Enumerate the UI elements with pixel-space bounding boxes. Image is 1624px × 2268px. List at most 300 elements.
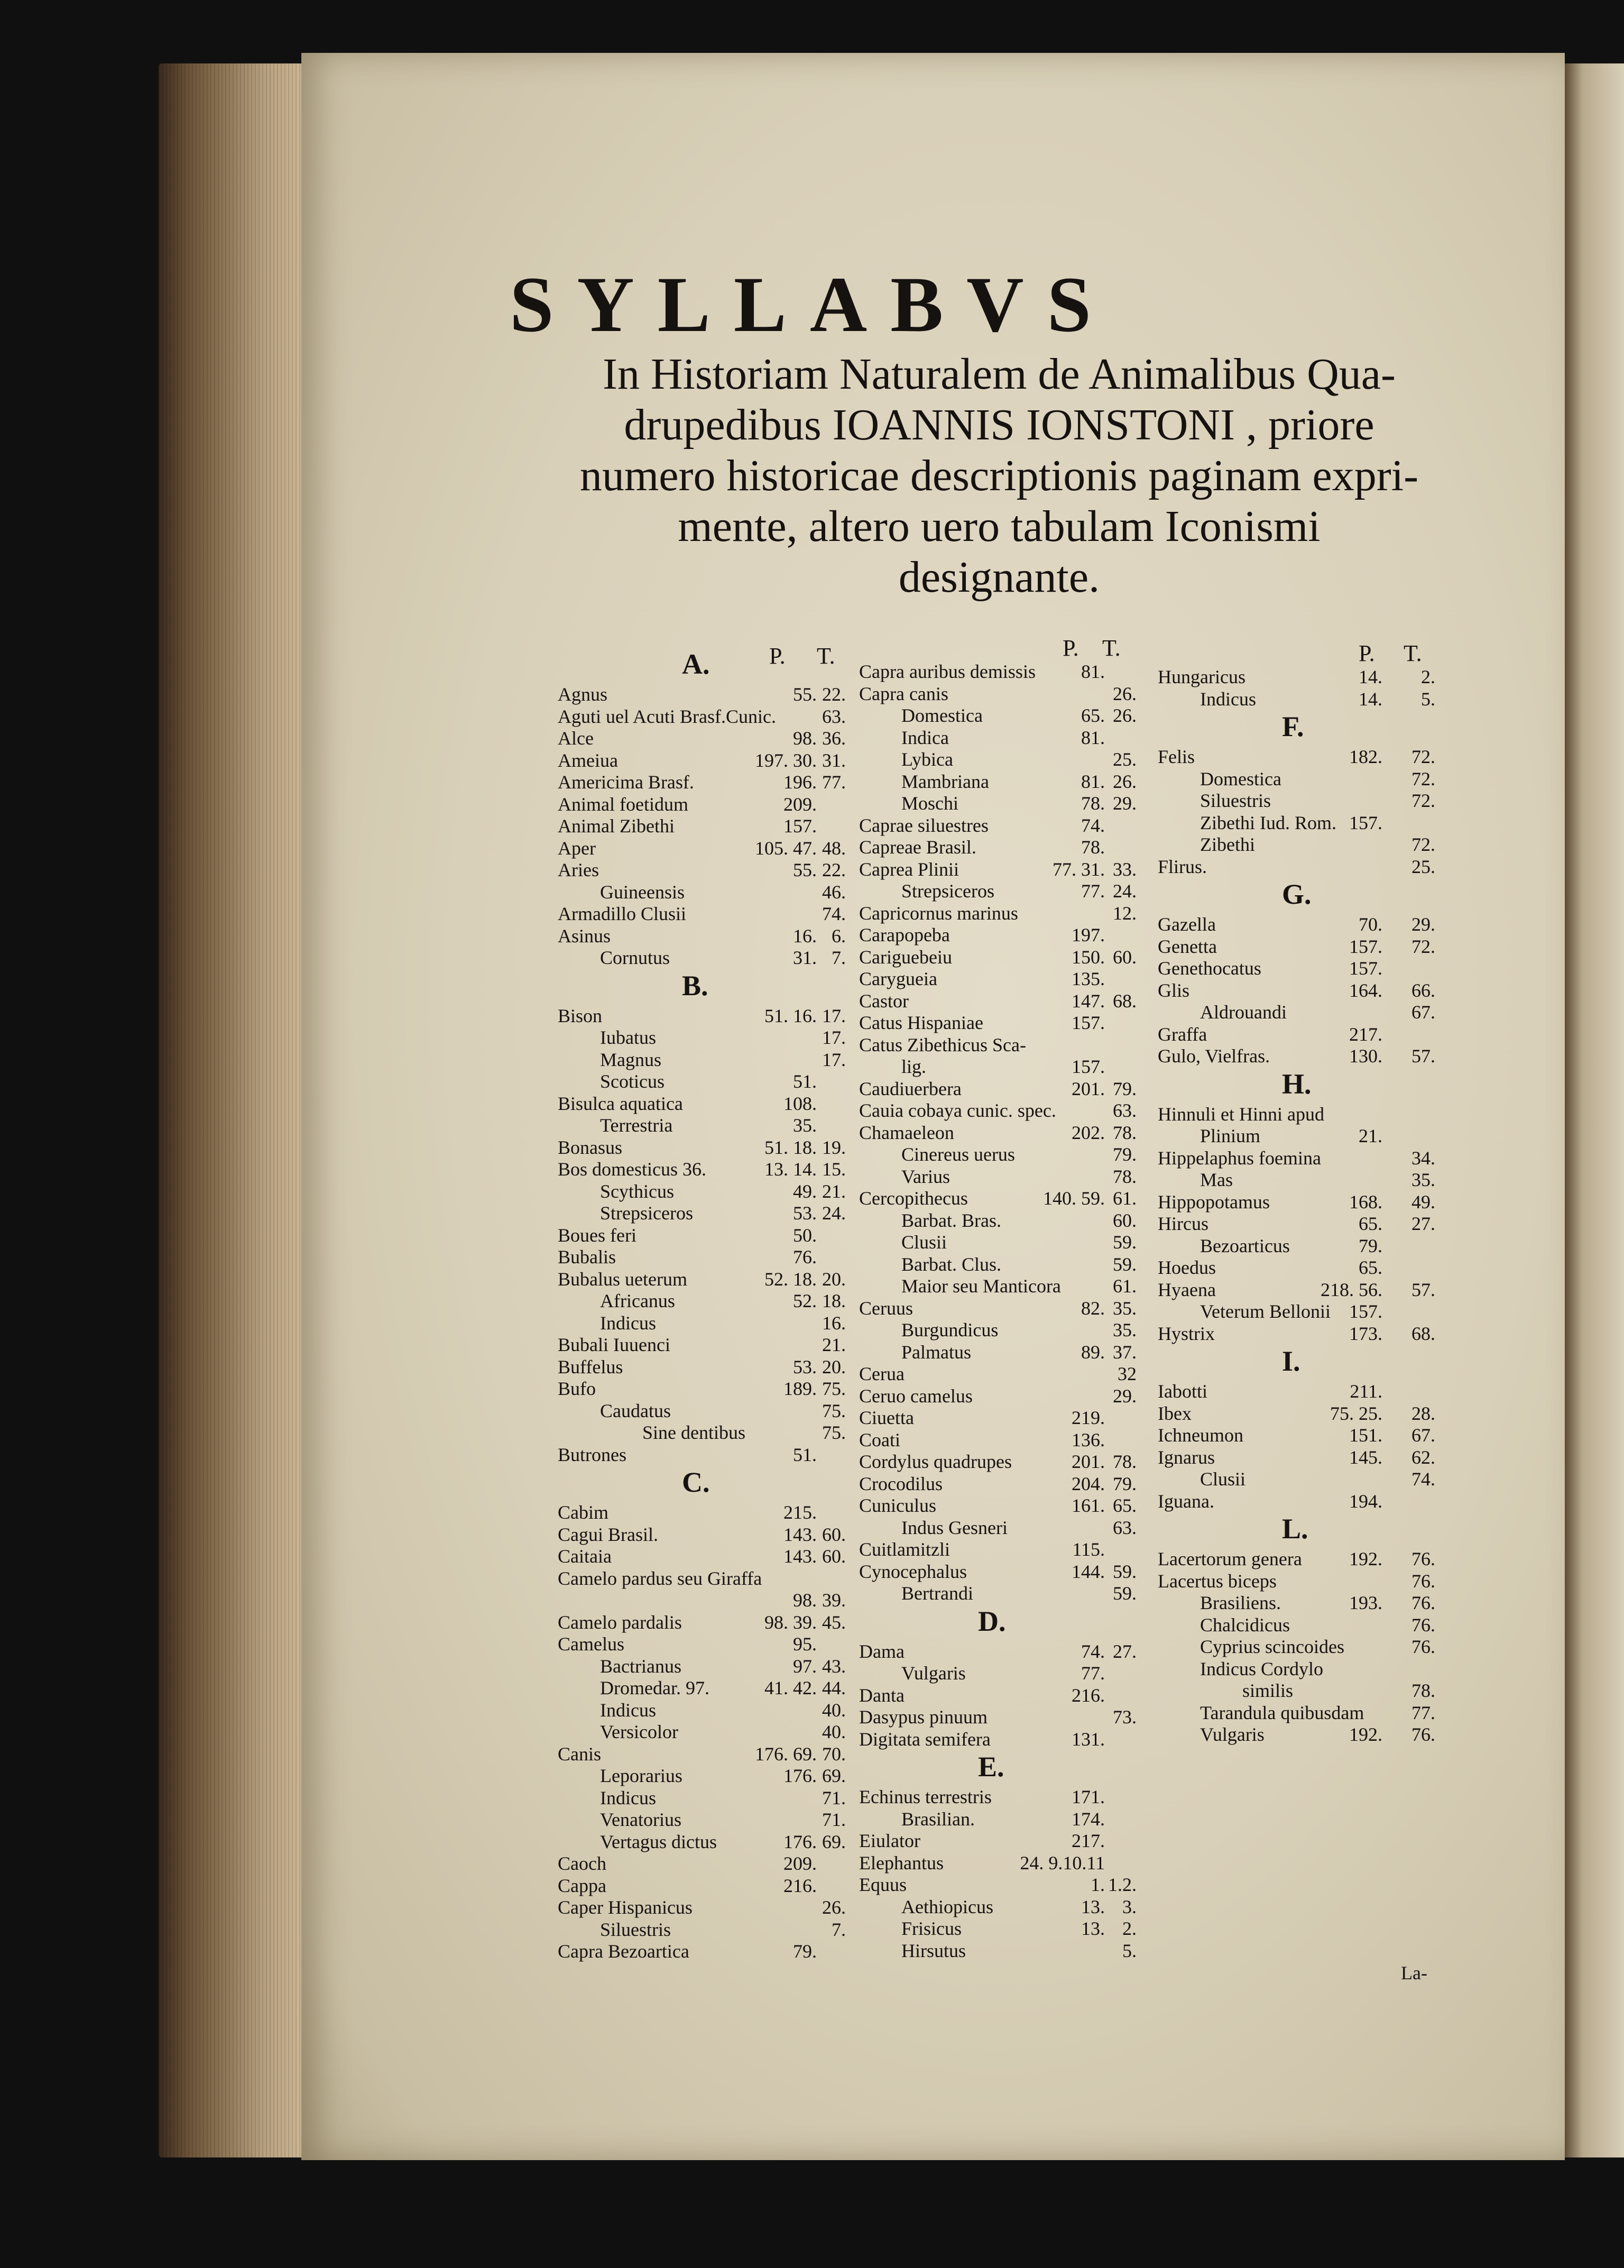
subtitle-line: mente, altero uero tabulam Iconismi xyxy=(678,502,1321,551)
subtitle-line: drupedibus IOANNIS IONSTONI , priore xyxy=(624,400,1374,449)
index-entry-name: Indicus xyxy=(600,1312,656,1334)
index-entry-page: 144. xyxy=(1072,1560,1105,1582)
index-entry-name: Digitata semifera xyxy=(859,1728,991,1750)
index-entry-page: 140. 59. xyxy=(1043,1188,1105,1209)
index-entry-page: 176. xyxy=(783,1765,817,1786)
index-entry-page: 24. 9.10.11 xyxy=(1020,1852,1105,1874)
index-entry-name: Cordylus quadrupes xyxy=(859,1451,1012,1472)
index-entry-plate: 43. xyxy=(822,1655,846,1677)
section-letter: H. xyxy=(1282,1068,1312,1100)
index-entry-name: Brasilian. xyxy=(901,1808,975,1830)
index-entry-plate: 27. xyxy=(1411,1213,1435,1234)
index-entry-page: 16. xyxy=(793,925,817,947)
index-entry-name: Barbat. Bras. xyxy=(901,1209,1001,1231)
index-entry-name: Frisicus xyxy=(901,1918,962,1939)
index-entry-plate: 29. xyxy=(1411,914,1435,935)
index-entry-name: Clusii xyxy=(1200,1468,1246,1490)
index-entry-name: Zibethi xyxy=(1200,834,1255,855)
index-entry-plate: 75. xyxy=(822,1422,846,1443)
index-entry-name: Hippopotamus xyxy=(1158,1191,1270,1213)
subtitle-line: designante. xyxy=(898,553,1100,602)
index-entry-plate: 78. xyxy=(1113,1122,1137,1143)
index-entry-plate: 72. xyxy=(1411,746,1435,767)
index-entry-page: 189. xyxy=(783,1378,817,1399)
index-entry-page: 51. xyxy=(793,1071,817,1092)
index-entry-name: Camelo pardalis xyxy=(558,1611,682,1633)
index-entry-name: Carapopeba xyxy=(859,924,950,945)
index-entry-plate: 57. xyxy=(1411,1279,1435,1300)
index-entry-plate: 68. xyxy=(1113,990,1137,1012)
index-entry-name: Lacertus biceps xyxy=(1158,1570,1277,1592)
index-entry-page: 108. xyxy=(783,1092,817,1114)
page-subtitle xyxy=(545,349,1454,603)
index-entry-name: Hinnuli et Hinni apud xyxy=(1158,1103,1324,1125)
index-entry-name: Cyprius scincoides xyxy=(1200,1636,1344,1657)
index-entry-page: 171. xyxy=(1072,1786,1105,1807)
index-entry-plate: 1.2. xyxy=(1108,1874,1137,1895)
index-entry-name: Chalcidicus xyxy=(1200,1614,1290,1636)
section-letter: F. xyxy=(1282,711,1304,742)
index-entry-name: Cappa xyxy=(558,1875,606,1896)
index-entry-plate: 59. xyxy=(1113,1232,1137,1253)
index-entry-page: 192. xyxy=(1349,1724,1382,1745)
index-entry-name: Gazella xyxy=(1158,914,1216,935)
index-entry-plate: 7. xyxy=(832,1918,846,1940)
index-entry-plate: 46. xyxy=(822,881,846,903)
index-entry-name: Palmatus xyxy=(901,1341,971,1363)
index-entry-name: Bubalus ueterum xyxy=(558,1268,687,1290)
index-entry-name: Bezoarticus xyxy=(1200,1235,1290,1256)
index-entry-name: Camelus xyxy=(558,1633,624,1655)
facing-page-edge xyxy=(1565,63,1624,2157)
index-entry-plate: 22. xyxy=(822,684,846,705)
index-entry-plate: 72. xyxy=(1411,834,1435,855)
index-entry-plate: 6. xyxy=(832,925,846,947)
index-entry-plate: 71. xyxy=(822,1809,846,1830)
index-entry-page: 81. xyxy=(1081,727,1105,748)
index-entry-name: Elephantus xyxy=(859,1852,944,1874)
index-entry-page: 150. xyxy=(1072,946,1105,968)
index-entry-name: Capra auribus demissis xyxy=(859,661,1036,682)
index-entry-name: Caudiuerbera xyxy=(859,1078,962,1099)
index-entry-page: 78. xyxy=(1081,837,1105,858)
index-entry-page: 130. xyxy=(1349,1045,1382,1067)
index-entry-plate: 29. xyxy=(1113,1385,1137,1407)
index-entry-plate: 17. xyxy=(822,1005,846,1026)
index-entry-name: Sine dentibus xyxy=(642,1422,745,1443)
index-entry-page: 97. xyxy=(793,1655,817,1677)
index-entry-name: Scythicus xyxy=(600,1180,674,1202)
index-entry-name: Siluestris xyxy=(1200,790,1271,811)
index-entry-name: Cerua xyxy=(859,1363,905,1384)
index-entry-page: 131. xyxy=(1072,1728,1105,1750)
index-entry-plate: 27. xyxy=(1113,1640,1137,1662)
index-entry-page: 215. xyxy=(783,1502,817,1523)
index-entry-name: Butrones xyxy=(558,1444,626,1465)
index-entry-page: 157. xyxy=(1349,812,1382,833)
index-entry-page: 201. xyxy=(1072,1078,1105,1099)
index-entry-page: 13. xyxy=(1081,1896,1105,1917)
index-entry-plate: 78. xyxy=(1113,1451,1137,1472)
column-header-p: P. xyxy=(1063,635,1079,661)
index-entry-name: Plinium xyxy=(1200,1125,1261,1146)
index-entry-plate: 35. xyxy=(1113,1319,1137,1340)
index-entry-plate: 76. xyxy=(1411,1636,1435,1657)
index-entry-plate: 72. xyxy=(1411,935,1435,957)
index-entry-name: Echinus terrestris xyxy=(859,1786,992,1807)
index-entry-name: Bubalis xyxy=(558,1246,616,1268)
index-entry-name: Bubali Iuuenci xyxy=(558,1334,670,1355)
section-letter: D. xyxy=(978,1605,1006,1637)
index-entry-name: Vertagus dictus xyxy=(600,1831,717,1852)
index-entry-page: 176. xyxy=(783,1831,817,1852)
section-letter: G. xyxy=(1282,878,1312,910)
index-entry-name: Zibethi Iud. Rom. xyxy=(1200,812,1336,833)
index-entry-plate: 5. xyxy=(1122,1940,1137,1961)
index-entry-page: 75. 25. xyxy=(1330,1402,1382,1424)
index-entry-page: 65. xyxy=(1359,1257,1382,1278)
index-entry-name: Vulgaris xyxy=(1200,1724,1265,1745)
index-entry-name: Brasiliens. xyxy=(1200,1592,1281,1613)
index-entry-plate: 26. xyxy=(822,1897,846,1918)
index-entry-name: Cuniculus xyxy=(859,1495,937,1516)
index-entry-page: 77. 31. xyxy=(1053,858,1105,880)
index-entry-page: 82. xyxy=(1081,1297,1105,1319)
section-letter: E. xyxy=(978,1751,1004,1783)
index-entry-page: 164. xyxy=(1349,979,1382,1001)
index-entry-page: 21. xyxy=(1359,1125,1382,1146)
index-entry-name: Cabim xyxy=(558,1502,608,1523)
index-entry-page: 157. xyxy=(783,815,817,837)
index-entry-name: Scoticus xyxy=(600,1071,665,1092)
index-entry-name: Carygueia xyxy=(859,968,937,989)
index-entry-page: 13. xyxy=(1081,1918,1105,1939)
column-header-t: T. xyxy=(817,643,835,669)
index-entry-page: 193. xyxy=(1349,1592,1382,1613)
index-entry-page: 98. 39. xyxy=(764,1611,817,1633)
index-entry-page: 211. xyxy=(1350,1381,1382,1402)
index-entry-plate: 26. xyxy=(1113,683,1137,704)
index-entry-plate: 69. xyxy=(822,1831,846,1852)
index-entry-name: Capricornus marinus xyxy=(859,902,1018,924)
index-entry-name: Animal foetidum xyxy=(558,793,688,815)
index-entry-page: 65. xyxy=(1359,1213,1382,1234)
subtitle-line: In Historiam Naturalem de Animalibus Qua- xyxy=(603,350,1396,399)
index-entry-plate: 67. xyxy=(1411,1002,1435,1023)
index-entry-plate: 22. xyxy=(822,859,846,880)
section-letter: L. xyxy=(1282,1513,1308,1545)
index-entry-name: Iabotti xyxy=(1158,1381,1207,1402)
index-entry-page: 52. 18. xyxy=(764,1268,817,1290)
index-entry-plate: 76. xyxy=(1411,1570,1435,1592)
index-entry-plate: 12. xyxy=(1113,902,1137,924)
index-entry-name: Hungaricus xyxy=(1158,666,1245,687)
index-entry-name: Mas xyxy=(1200,1169,1233,1190)
index-entry-name: Hircus xyxy=(1158,1213,1208,1234)
index-entry-plate: 34. xyxy=(1411,1147,1435,1169)
index-entry-plate: 71. xyxy=(822,1787,846,1808)
index-entry-page: 98. xyxy=(793,1590,817,1611)
index-entry-name: Bertrandi xyxy=(901,1583,973,1604)
index-entry-plate: 21. xyxy=(822,1334,846,1355)
index-entry-page: 105. 47. xyxy=(755,837,817,859)
index-entry-name: Domestica xyxy=(1200,768,1281,789)
index-entry-page: 168. xyxy=(1349,1191,1382,1213)
index-entry-plate: 24. xyxy=(822,1202,846,1224)
index-entry-name: Vulgaris xyxy=(901,1663,966,1684)
index-entry-name: Americima Brasf. xyxy=(558,772,694,793)
index-entry-page: 14. xyxy=(1359,666,1382,687)
index-entry-plate: 2. xyxy=(1122,1918,1137,1939)
index-entry-page: 55. xyxy=(793,684,817,705)
index-entry-name: Tarandula quibusdam xyxy=(1200,1702,1364,1723)
index-entry-name: Mambriana xyxy=(901,770,989,792)
index-entry-page: 78. xyxy=(1081,793,1105,814)
index-entry-name: Buffelus xyxy=(558,1356,623,1378)
index-entry-page: 41. 42. xyxy=(764,1677,817,1698)
index-entry-name: Varius xyxy=(901,1165,950,1187)
index-entry-page: 173. xyxy=(1349,1323,1382,1344)
index-entry-plate: 69. xyxy=(822,1765,846,1786)
index-entry-plate: 32 xyxy=(1118,1363,1137,1384)
index-entry-name: Boues feri xyxy=(558,1224,636,1246)
index-entry-name: Indicus xyxy=(600,1787,656,1808)
index-entry-name: Terrestria xyxy=(600,1115,673,1136)
index-entry-plate: 17. xyxy=(822,1049,846,1070)
index-entry-name: Aper xyxy=(558,837,596,859)
index-entry-page: 49. xyxy=(793,1180,817,1202)
index-entry-name: Cagui Brasil. xyxy=(558,1523,658,1545)
index-entry-name: Genethocatus xyxy=(1158,958,1261,979)
index-entry-name: Gulo, Vielfras. xyxy=(1158,1045,1270,1067)
index-entry-name: Camelo pardus seu Giraffa xyxy=(558,1567,762,1589)
index-entry-name: Catus Hispaniae xyxy=(859,1012,983,1033)
index-entry-name: Indicus xyxy=(1200,688,1256,710)
catchword: La- xyxy=(1401,1962,1427,1984)
index-entry-name: Bison xyxy=(558,1005,603,1026)
index-entry-page: 143. xyxy=(783,1546,817,1567)
index-entry-plate: 76. xyxy=(1411,1548,1435,1569)
index-entry-name: Hippelaphus foemina xyxy=(1158,1147,1321,1169)
index-entry-name: Bactrianus xyxy=(600,1655,681,1677)
index-entry-plate: 59. xyxy=(1113,1253,1137,1275)
index-entry-name: Iubatus xyxy=(600,1027,656,1048)
index-entry-page: 204. xyxy=(1072,1473,1105,1494)
index-entry-name: Caoch xyxy=(558,1853,606,1874)
index-entry-name: Canis xyxy=(558,1743,602,1765)
index-entry-plate: 72. xyxy=(1411,768,1435,789)
index-entry-name: Asinus xyxy=(558,925,611,947)
index-entry-plate: 45. xyxy=(822,1611,846,1633)
index-entry-page: 161. xyxy=(1072,1495,1105,1516)
index-entry-plate: 60. xyxy=(822,1546,846,1567)
index-entry-page: 95. xyxy=(793,1633,817,1655)
index-entry-plate: 35. xyxy=(1113,1297,1137,1319)
index-entry-name: Chamaeleon xyxy=(859,1122,954,1143)
index-entry-name: Lybica xyxy=(901,749,953,770)
index-entry-page: 201. xyxy=(1072,1451,1105,1472)
index-entry-name: Bos domesticus 36. xyxy=(558,1159,707,1180)
index-entry-name: Aries xyxy=(558,859,599,880)
index-entry-page: 55. xyxy=(793,859,817,880)
index-entry-name: Venatorius xyxy=(600,1809,681,1830)
index-entry-name: Catus Zibethicus Sca- xyxy=(859,1034,1026,1055)
index-entry-plate: 75. xyxy=(822,1400,846,1421)
index-entry-page: 13. 14. xyxy=(764,1159,817,1180)
index-entry-name: Dama xyxy=(859,1640,905,1662)
index-entry-name: Felis xyxy=(1158,746,1195,767)
index-entry-name: Clusii xyxy=(901,1232,947,1253)
index-entry-name: Eiulator xyxy=(859,1830,920,1851)
index-entry-plate: 40. xyxy=(822,1699,846,1721)
index-entry-name: Capra canis xyxy=(859,683,948,704)
index-entry-plate: 68. xyxy=(1411,1323,1435,1344)
index-entry-plate: 29. xyxy=(1113,793,1137,814)
index-entry-plate: 76. xyxy=(1411,1614,1435,1636)
index-entry-name: Cinereus uerus xyxy=(901,1144,1015,1165)
index-entry-plate: 26. xyxy=(1113,705,1137,726)
index-entry-page: 217. xyxy=(1072,1830,1105,1851)
index-entry-plate: 76. xyxy=(1411,1592,1435,1613)
section-letter: C. xyxy=(682,1466,710,1498)
index-entry-page: 1. xyxy=(1091,1874,1105,1895)
index-entry-page: 202. xyxy=(1072,1122,1105,1143)
index-entry-plate: 17. xyxy=(822,1027,846,1048)
index-entry-plate: 19. xyxy=(822,1136,846,1158)
index-entry-name: Hystrix xyxy=(1158,1323,1215,1344)
index-entry-page: 157. xyxy=(1072,1056,1105,1077)
index-entry-page: 115. xyxy=(1072,1539,1105,1560)
index-entry-name: Cariguebeiu xyxy=(859,946,952,968)
index-entry-name: Ciuetta xyxy=(859,1407,914,1428)
index-entry-plate: 44. xyxy=(822,1677,846,1698)
index-entry-plate: 36. xyxy=(822,728,846,749)
index-entry-page: 76. xyxy=(793,1246,817,1268)
index-entry-page: 74. xyxy=(1081,1640,1105,1662)
index-entry-plate: 25. xyxy=(1113,749,1137,770)
index-entry-name: Versicolor xyxy=(600,1721,678,1742)
index-entry-page: 14. xyxy=(1359,688,1382,710)
index-entry-page: 176. 69. xyxy=(755,1743,817,1765)
index-entry-name: Indicus xyxy=(600,1699,656,1721)
index-entry-plate: 15. xyxy=(822,1159,846,1180)
column-header-t: T. xyxy=(1404,640,1422,666)
index-entry-page: 218. 56. xyxy=(1321,1279,1382,1300)
index-entry-name: Magnus xyxy=(600,1049,661,1070)
index-entry-page: 79. xyxy=(1359,1235,1382,1256)
index-entry-plate: 75. xyxy=(822,1378,846,1399)
index-entry-name: Capreae Brasil. xyxy=(859,837,976,858)
index-entry-name: Equus xyxy=(859,1874,907,1895)
index-entry-name: Hirsutus xyxy=(901,1940,966,1961)
index-entry-plate: 79. xyxy=(1113,1078,1137,1099)
index-entry-name: Bonasus xyxy=(558,1136,623,1158)
index-entry-name: Ichneumon xyxy=(1158,1425,1243,1446)
index-entry-name: Flirus. xyxy=(1158,856,1207,877)
index-entry-plate: 76. xyxy=(1411,1724,1435,1745)
index-entry-page: 135. xyxy=(1072,968,1105,989)
index-entry-name: Domestica xyxy=(901,705,983,726)
index-entry-plate: 74. xyxy=(822,903,846,924)
index-entry-plate: 49. xyxy=(1411,1191,1435,1213)
index-entry-name: Lacertorum genera xyxy=(1158,1548,1302,1569)
index-entry-plate: 78. xyxy=(1411,1680,1435,1701)
index-entry-page: 157. xyxy=(1349,935,1382,957)
index-entry-name: Crocodilus xyxy=(859,1473,943,1494)
index-entry-page: 35. xyxy=(793,1115,817,1136)
index-entry-plate: 70. xyxy=(822,1743,846,1765)
column-header-t: T. xyxy=(1102,635,1121,661)
index-entry-page: 74. xyxy=(1081,814,1105,836)
index-entry-name: Caprae siluestres xyxy=(859,814,989,836)
index-entry-plate: 62. xyxy=(1411,1446,1435,1468)
index-entry-plate: 26. xyxy=(1113,770,1137,792)
index-entry-page: 209. xyxy=(783,1853,817,1874)
index-entry-name: Glis xyxy=(1158,979,1190,1001)
index-entry-plate: 2. xyxy=(1421,666,1435,687)
index-entry-plate: 79. xyxy=(1113,1144,1137,1165)
index-entry-plate: 63. xyxy=(822,705,846,727)
index-entry-name: Maior seu Manticora xyxy=(901,1275,1061,1297)
index-entry-plate: 63. xyxy=(1113,1517,1137,1538)
index-entry-plate: 21. xyxy=(822,1180,846,1202)
index-entry-page: 209. xyxy=(783,793,817,815)
index-entry-plate: 20. xyxy=(822,1268,846,1290)
index-entry-name: Leporarius xyxy=(600,1765,682,1786)
index-entry-name: Veterum Bellonii xyxy=(1200,1301,1331,1322)
index-entry-page: 216. xyxy=(1072,1684,1105,1706)
index-entry-name: Dromedar. 97. xyxy=(600,1677,709,1698)
index-entry-plate: 73. xyxy=(1113,1706,1137,1728)
index-entry-page: 194. xyxy=(1349,1490,1382,1512)
index-entry-page: 51. xyxy=(793,1444,817,1465)
index-entry-name: Animal Zibethi xyxy=(558,815,675,837)
index-entry-page: 136. xyxy=(1072,1429,1105,1450)
index-entry-name: Cynocephalus xyxy=(859,1560,967,1582)
index-entry-plate: 57. xyxy=(1411,1045,1435,1067)
index-entry-page: 79. xyxy=(793,1941,817,1962)
index-entry-page: 50. xyxy=(793,1224,817,1246)
index-entry-page: 89. xyxy=(1081,1341,1105,1363)
column-header-p: P. xyxy=(769,643,786,669)
index-entry-name: Bufo xyxy=(558,1378,596,1399)
index-entry-name: lig. xyxy=(901,1056,927,1077)
index-entry-plate: 39. xyxy=(822,1590,846,1611)
index-entry-page: 182. xyxy=(1349,746,1382,767)
index-entry-page: 145. xyxy=(1349,1446,1382,1468)
index-entry-name: Ameiua xyxy=(558,749,618,771)
index-entry-name: Barbat. Clus. xyxy=(901,1253,1001,1275)
index-entry-plate: 33. xyxy=(1113,858,1137,880)
index-entry-plate: 35. xyxy=(1411,1169,1435,1190)
index-entry-plate: 40. xyxy=(822,1721,846,1742)
index-entry-page: 143. xyxy=(783,1523,817,1545)
index-entry-page: 197. xyxy=(1072,924,1105,945)
index-entry-page: 31. xyxy=(793,947,817,968)
index-entry-name: Caper Hispanicus xyxy=(558,1897,693,1918)
index-entry-name: Genetta xyxy=(1158,935,1217,957)
index-entry-name: Danta xyxy=(859,1684,905,1706)
index-entry-name: Armadillo Clusii xyxy=(558,903,686,924)
index-entry-name: Coati xyxy=(859,1429,900,1450)
index-entry-name: Iguana. xyxy=(1158,1490,1214,1512)
index-entry-name: Siluestris xyxy=(600,1918,671,1940)
index-entry-plate: 59. xyxy=(1113,1583,1137,1604)
index-entry-plate: 16. xyxy=(822,1312,846,1334)
index-entry-plate: 66. xyxy=(1411,979,1435,1001)
index-entry-plate: 60. xyxy=(1113,946,1137,968)
index-entry-plate: 59. xyxy=(1113,1560,1137,1582)
